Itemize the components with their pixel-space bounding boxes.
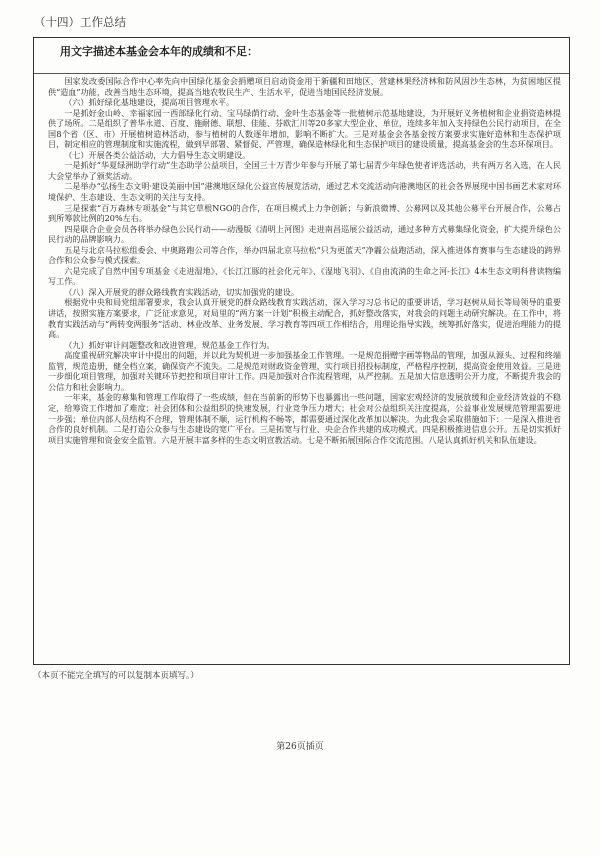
footnote: （本页不能完全填写的可以复制本页填写。）	[33, 671, 199, 681]
summary-paragraph: 一年来，基金的募集和管理工作取得了一些成绩，但在当前新的形势下也暴露出一些问题，国家宏观经济的发展放缓和企业经济效益的不稳定，给筹资工作增加了难度；社会团体和公益组织的快速发展，行业竞争压力增大；社会对公益组织关注度提高，公益事业发展规范管理需要进一步强；单位内部人员结构不合理，管理体制不顺，运行机构不畅等，都需要通过深化改革加以解决。为此我会采取措施如下：一是深入推进省合作的良好机制。二是打造公众参与生态建设的宽广平台。三是拓宽与行业、央企合作共建的成功模式。四是积极推进信息公开。五是切实抓好项目实施管理和资金安全监管。六是开展丰富多样的生态文明宣教活动。七是不断拓展国际合作交流范围。八是认真抓好机关和队伍建设。	[48, 392, 561, 445]
box-heading: 用文字描述本基金会本年的成绩和不足：	[34, 38, 569, 74]
summary-paragraph: （九）抓好审计问题整改和改进管理，规范基金工作行为。	[64, 339, 275, 350]
summary-paragraph: 四是联合企业会员各将举办绿色公民行动——动漫版《清明上河图》走进南昌巡展公益活动，通过多种方式募集绿化资金，扩大提升绿色公民行动的品牌影响力。	[48, 223, 561, 245]
summary-paragraph: 国家发改委国际合作中心率先向中国绿化基金会捐赠项目启动资金用于新疆和田地区，营建林果经济林和防风固沙生态林，为贫困地区提供“造血”功能，改善当地生态环境，提高当地农牧民生产、生活水平，促进当地国民经济发展。	[48, 76, 561, 97]
section-title: （十四）工作总结	[34, 15, 126, 29]
summary-body	[34, 74, 569, 445]
summary-paragraph: 五是与北京马拉松组委会、中奥路跑公司等合作，举办四届北京马拉松“只为更蓝天”净霾公益跑活动，深入推进体育赛事与生态建设的跨界合作和公众参与模式探索。	[48, 244, 561, 266]
summary-paragraph: 高度重视研究解决审计中提出的问题，并以此为契机进一步加强基金工作管理。一是规范捐赠字画等物品的管理，加强从源头、过程和终端监管，规范造册，健全档立案，确保资产不流失。二是规范对财政资金管理，实行项目招投标制度，严格程序控制，提高资金使用效益。三是进一步细化项目管理，加强对关键环节把控和项目审计工作。四是加强对合作流程管理，从严控制。五是加大信息透明公开力度，不断提升我会的公信力和社会影响力。	[48, 350, 561, 392]
summary-paragraph: 一是抓好金山岭、幸福家园一西部绿化行动、宝马绿荫行动、金叶生态基金等一批植树示范基地建设，为开展好义务植树和企业捐资造林提供了场所。二是组织了普华永道、百度、施耐德、联想、佳能、芬欧汇川等20多家大型企业、单位，连续多年加入支持绿色公民行动项目，在全国8个省（区、市）开展植树造林活动，参与植树的人数逐年增加，影响不断扩大。三是对基金会各基金按方案要求实施好造林和生态保护项目，制定相应的管理制度和实施流程，做到早部署、紧督促、严管理，确保造林绿化和生态保护项目的建设质量，提高基金会的生态环保项目。	[48, 107, 561, 150]
summary-paragraph: 一是抓好“华夏绿洲助学行动”生态助学公益项目，全国三十万青少年参与开展了第七届青少年绿色使者评选活动，共有两万名入选，在人民大会堂举办了颁奖活动。	[48, 160, 561, 181]
summary-paragraph: 三是探索“百万森林专项基金”与其它草根NGO的合作，在项目模式上力争创新；与新浪微博、公募网以及其他公募平台开展合作，公募占到所筹款比例的20%左右。	[48, 202, 561, 224]
page-number: 第26页插页	[276, 742, 324, 752]
summary-paragraph: 六是完成了自然中国专项基金《走进湿地》、《长江江豚的社会化元年》、《湿地飞羽》、《自由流淌的生命之河-长江》4本生态文明科普读物编写工作。	[48, 265, 561, 287]
summary-paragraph: （六）抓好绿化基地建设，提高项目管理水平。	[64, 97, 235, 108]
summary-paragraph: （八）深入开展党的群众路线教育实践活动，切实加强党的建设。	[64, 286, 299, 297]
summary-paragraph: 根据党中央和局党组部署要求，我会认真开展党的群众路线教育实践活动，深入学习习总书记的重要讲话，学习赵树从局长等局领导的重要讲话，按照实施方案要求，广泛征求意见，对局里的“两方案一计划”积极主动配合，抓好整改落实，对我会的问题主动研究解决。在工作中，将教育实践活动与“两转变两服务”活动、林业改革、业务发展、学习教育等四项工作相结合，用理论指导实践，统筹抓好落实，促进治理能力的提高。	[48, 297, 561, 340]
summary-paragraph: 二是举办“弘扬生态文明·建设美丽中国”港澳地区绿化公益宣传展览活动，通过艺术交流活动向港澳地区的社会各界展现中国书画艺术家对环境保护、生态建设、生态文明的关注与支持。	[48, 181, 561, 203]
summary-box	[33, 37, 570, 665]
summary-paragraph: （七）开展各类公益活动，大力倡导生态文明建设。	[64, 149, 251, 160]
